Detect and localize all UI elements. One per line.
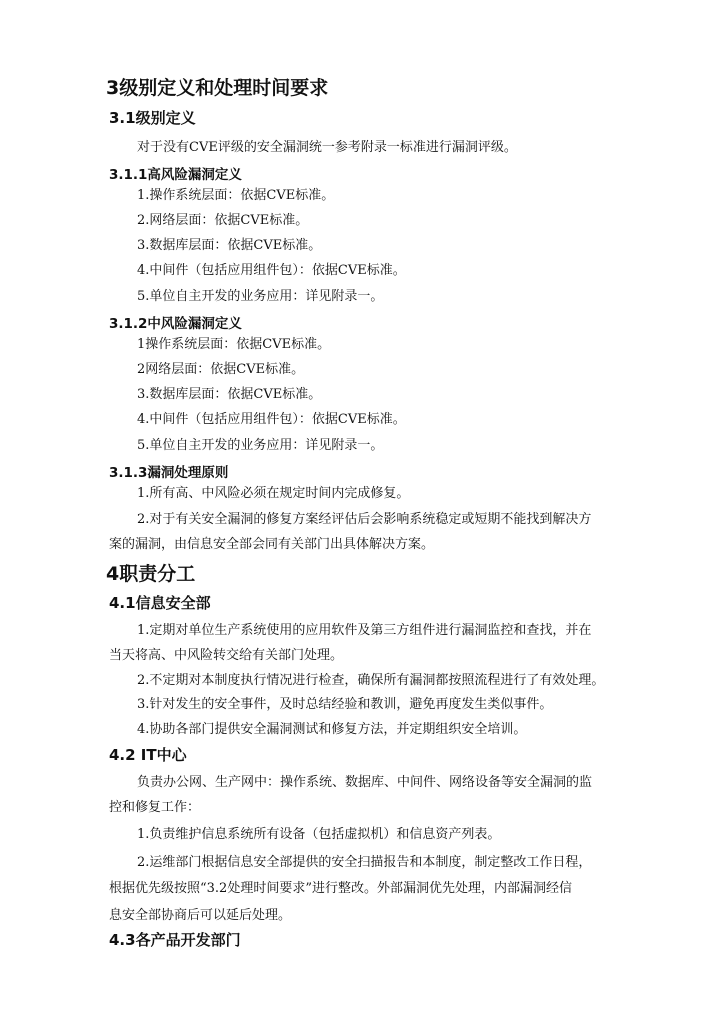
- section-3-1-intro: 对于没有CVE评级的安全漏洞统一参考附录一标准进行漏洞评级。: [137, 140, 517, 155]
- section-4-3-heading: 4.3各产品开发部门: [109, 931, 241, 949]
- section-3-1-1-heading: 3.1.1高风险漏洞定义: [109, 167, 242, 183]
- paragraph-line: 3.针对发生的安全事件，及时总结经验和教训，避免再度发生类似事件。: [137, 697, 553, 712]
- paragraph-line: 4.协助各部门提供安全漏洞测试和修复方法，并定期组织安全培训。: [137, 722, 527, 737]
- paragraph-line: 当天将高、中风险转交给有关部门处理。: [109, 648, 344, 663]
- list-item: 4.中间件（包括应用组件包）：依据CVE标准。: [137, 412, 406, 427]
- list-item: 3.数据库层面：依据CVE标准。: [137, 238, 322, 253]
- section-3-1-3-heading: 3.1.3漏洞处理原则: [109, 465, 229, 481]
- section-3-1-2-heading: 3.1.2中风险漏洞定义: [109, 316, 242, 332]
- paragraph-line: 1.定期对单位生产系统使用的应用软件及第三方组件进行漏洞监控和查找，并在: [137, 623, 592, 638]
- section-4-1-heading: 4.1信息安全部: [109, 594, 211, 612]
- paragraph-line: 息安全部协商后可以延后处理。: [109, 908, 292, 923]
- paragraph-line: 根据优先级按照“3.2处理时间要求”进行整改。外部漏洞优先处理，内部漏洞经信: [109, 881, 572, 896]
- list-item: 1操作系统层面：依据CVE标准。: [137, 337, 331, 352]
- list-item: 1.操作系统层面：依据CVE标准。: [137, 188, 335, 203]
- paragraph-line: 负责办公网、生产网中：操作系统、数据库、中间件、网络设备等安全漏洞的监: [137, 775, 593, 790]
- paragraph-line: 1.负责维护信息系统所有设备（包括虚拟机）和信息资产列表。: [137, 827, 501, 842]
- list-item: 4.中间件（包括应用组件包）：依据CVE标准。: [137, 263, 406, 278]
- paragraph-line: 1.所有高、中风险必须在规定时间内完成修复。: [137, 486, 410, 501]
- list-item: 2.网络层面：依据CVE标准。: [137, 213, 309, 228]
- paragraph-line: 2.运维部门根据信息安全部提供的安全扫描报告和本制度，制定整改工作日程，: [137, 855, 592, 870]
- list-item: 5.单位自主开发的业务应用：详见附录一。: [137, 289, 384, 304]
- paragraph-line: 2.对于有关安全漏洞的修复方案经评估后会影响系统稳定或短期不能找到解决方: [137, 512, 592, 527]
- section-4-2-heading: 4.2 IT中心: [109, 746, 187, 764]
- paragraph-line: 案的漏洞，由信息安全部会同有关部门出具体解决方案。: [109, 537, 435, 552]
- section-3-heading: 3级别定义和处理时间要求: [106, 77, 329, 99]
- list-item: 5.单位自主开发的业务应用：详见附录一。: [137, 438, 384, 453]
- paragraph-line: 控和修复工作：: [109, 800, 201, 815]
- list-item: 2网络层面：依据CVE标准。: [137, 362, 305, 377]
- list-item: 3.数据库层面：依据CVE标准。: [137, 387, 322, 402]
- paragraph-line: 2.不定期对本制度执行情况进行检查，确保所有漏洞都按照流程进行了有效处理。: [137, 673, 605, 688]
- section-4-heading: 4职责分工: [106, 563, 196, 585]
- section-3-1-heading: 3.1级别定义: [109, 109, 196, 127]
